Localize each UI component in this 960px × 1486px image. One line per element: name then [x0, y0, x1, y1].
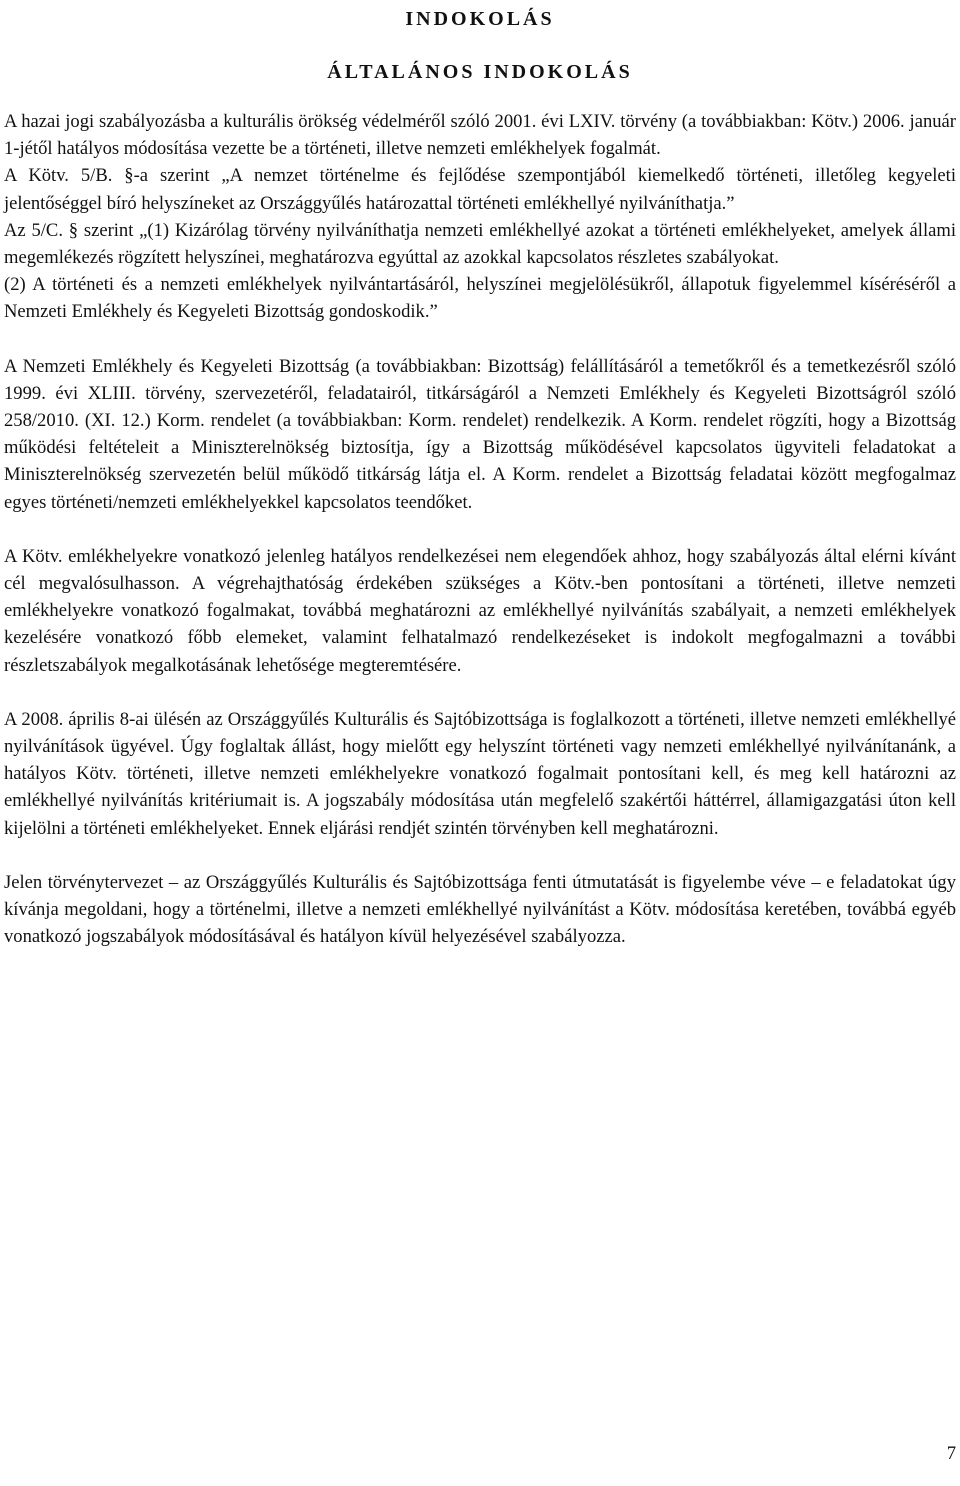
document-page — [4, 0, 956, 950]
document-title: INDOKOLÁS — [405, 8, 555, 30]
paragraph-torvenytervezet: Jelen törvénytervezet – az Országgyűlés Kulturális és Sajtóbizottsága fenti útmutatását is figyelembe véve – e feladatokat úgy kívánja megoldani, hogy a történelmi, illetve a nemzeti emlékhellyé nyilvánítást a Kötv. módosítása keretében, továbbá egyéb vonatkozó jogszabályok módosításával és hatályon kívül helyezésével szabályozza. — [4, 871, 956, 948]
paragraph-bizottsag: A Nemzeti Emlékhely és Kegyeleti Bizottság (a továbbiakban: Bizottság) felállításáról a temetőkről és a temetkezésről szóló 1999. évi XLIII. törvény, szervezetéről, feladatairól, titkárságáról a Nemzeti Emlékhely és Kegyeleti Bizottságról szóló 258/2010. (XI. 12.) Korm. rendelet (a továbbiakban: Korm. rendelet) rendelkezik. A Korm. rendelet rögzíti, hogy a Bizottság működési feltételeit a Miniszterelnökség biztosítja, így a Bizottság működésével kapcsolatos ügyviteli feladatokat a Miniszterelnökség szervezetén belül működő titkárság látja el. A Korm. rendelet a Bizottság feladatai között megfogalmaz egyes történeti/nemzeti emlékhelyekkel kapcsolatos teendőket. — [4, 355, 956, 513]
paragraph-kotv-hianyossag: A Kötv. emlékhelyekre vonatkozó jelenleg hatályos rendelkezései nem elegendőek ahhoz, hogy szabályozás által elérni kívánt cél megvalósulhasson. A végrehajthatóság érdekében szükséges a Kötv.-ben pontosítani a történeti, illetve nemzeti emlékhelyekre vonatkozó fogalmakat, továbbá meghatározni az emlékhellyé nyilvánítás szabályait, a nemzeti emlékhelyek kezelésére vonatkozó főbb elemeket, valamint felhatalmazó rendelkezéseket is indokolt megfogalmazni a további részletszabályok megalkotásának lehetősége megteremtésére. — [4, 545, 956, 676]
paragraph-quote-5c-2: (2) A történeti és a nemzeti emlékhelyek nyilvántartásáról, helyszínei megjelölésükről, állapotuk figyelemmel kíséréséről a Nemzeti Emlékhely és Kegyeleti Bizottság gondoskodik.” — [4, 274, 956, 323]
page-number: 7 — [946, 1443, 956, 1464]
paragraph-2008-ules: A 2008. április 8-ai ülésén az Országgyűlés Kulturális és Sajtóbizottsága is foglalkozott a történeti, illetve nemzeti emlékhellyé nyilvánítások ügyével. Úgy foglaltak állást, hogy mielőtt egy helyszínt történeti vagy nemzeti emlékhellyé nyilvánítanánk, a hatályos Kötv. történeti, illetve nemzeti emlékhelyekre vonatkozó fogalmait pontosítani kell, és meg kell határozni az emlékhellyé nyilvánítás kritériumait is. A jogszabály módosítása után megfelelő szakértői háttérrel, államigazgatási úton kell kijelölni a történeti emlékhelyeket. Ennek eljárási rendjét szintén törvényben kell meghatározni. — [4, 708, 956, 839]
paragraph-quote-5b: A Kötv. 5/B. §-a szerint „A nemzet történelme és fejlődése szempontjából kiemelkedő történeti, illetőleg kegyeleti jelentőséggel bíró helyszíneket az Országgyűlés határozattal történeti emlékhellyé nyilváníthatja.” — [4, 165, 956, 214]
section-title: ÁLTALÁNOS INDOKOLÁS — [327, 61, 633, 83]
paragraph-quote-5c-1: Az 5/C. § szerint „(1) Kizárólag törvény nyilváníthatja nemzeti emlékhellyé azokat a történeti emlékhelyeket, amelyek állami megemlékezés rögzített helyszínei, meghatározva egyúttal az azokkal kapcsolatos részletes szabályokat. — [4, 219, 956, 269]
paragraph-intro: A hazai jogi szabályozásba a kulturális örökség védelméről szóló 2001. évi LXIV. törvény (a továbbiakban: Kötv.) 2006. január 1-jétől hatályos módosítása vezette be a történeti, illetve nemzeti emlékhelyek fogalmát. — [4, 111, 956, 160]
